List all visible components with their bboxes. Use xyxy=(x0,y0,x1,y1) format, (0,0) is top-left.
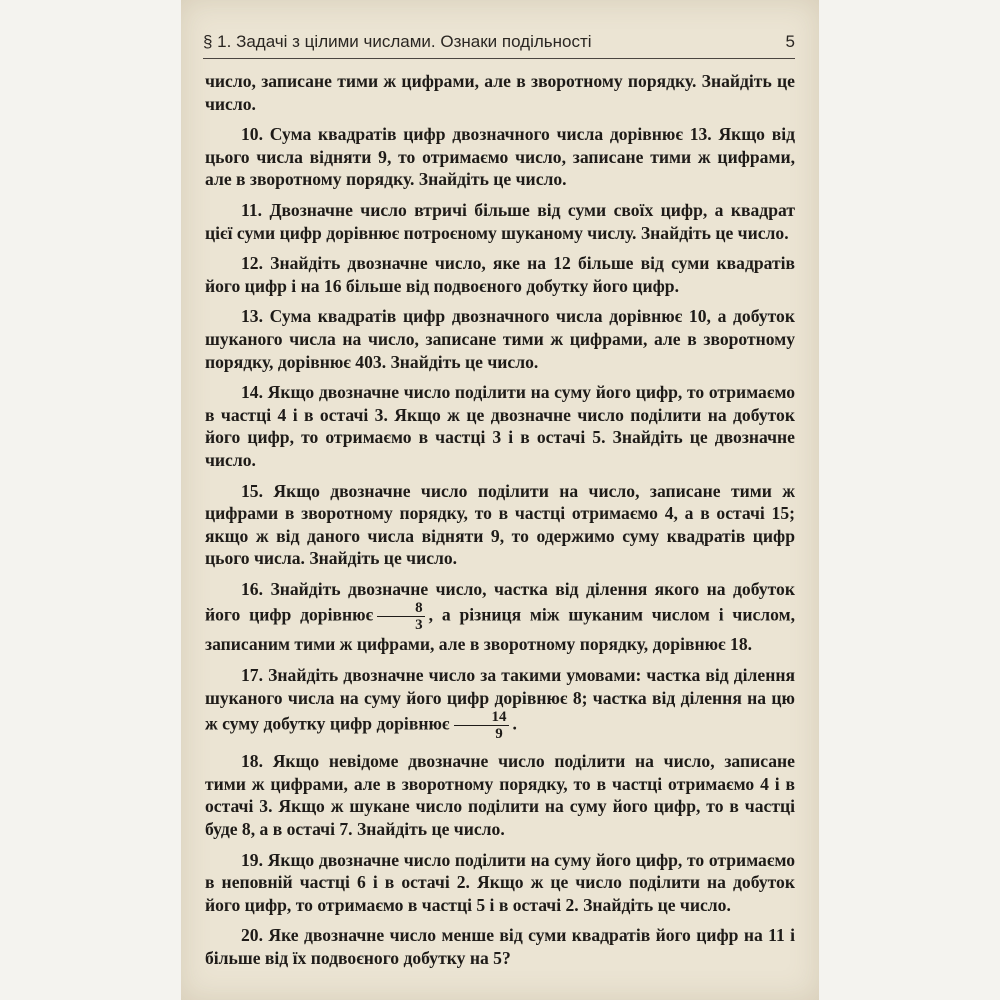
problem-number: 17. xyxy=(241,665,263,686)
problem-number: 11. xyxy=(241,199,263,220)
problem-16 xyxy=(205,578,795,656)
section-title: § 1. Задачі з цілими числами. Ознаки подільності xyxy=(203,32,592,51)
problem-number: 19. xyxy=(241,849,263,870)
problem-15 xyxy=(205,480,795,570)
page-header xyxy=(203,30,795,59)
problem-11 xyxy=(205,199,795,244)
problem-number: 14. xyxy=(241,382,263,403)
continuation-paragraph: число, записане тими ж цифрами, але в зворотному порядку. Знайдіть це число. xyxy=(205,71,795,114)
problem-text: Знайдіть двозначне число, яке на 12 більше від суми квадратів його цифр і на 16 більше від подвоєного добутку його цифр. xyxy=(205,253,795,296)
fraction-numerator: 8 xyxy=(415,600,423,617)
book-page xyxy=(181,0,819,1000)
fraction xyxy=(377,600,425,633)
problem-text: Сума квадратів цифр двозначного числа дорівнює 10, а добуток шуканого числа на число, записане тими ж цифрами, але в зворотному порядку, дорівнює 403. Знайдіть це число. xyxy=(205,306,795,372)
problem-text: Якщо двозначне число поділити на суму його цифр, то отримаємо в частці 4 і в остачі 3. Якщо ж це двозначне число поділити на добуток його цифр, то отримаємо в частці 3 і в остачі 5. Знайдіть це двозначне число. xyxy=(205,382,795,470)
problem-text: Яке двозначне число менше від суми квадратів його цифр на 11 і більше від їх подвоєного добутку на 5? xyxy=(205,925,795,968)
problem-text: Якщо двозначне число поділити на суму його цифр, то отримаємо в неповній частці 6 і в остачі 2. Якщо ж це число поділити на добуток його цифр, то отримаємо в частці 5 і в остачі 2. Знайдіть це число. xyxy=(205,849,795,915)
problem-13 xyxy=(205,305,795,373)
problem-text: Двозначне число втричі більше від суми своїх цифр, а квадрат цієї суми цифр дорівнює потроєному шуканому числу. Знайдіть це число. xyxy=(205,199,795,243)
problem-number: 16. xyxy=(241,578,263,599)
problem-text: Знайдіть двозначне число, частка від ділення якого на добуток його цифр дорівнює xyxy=(205,578,795,626)
problem-number: 12. xyxy=(241,253,263,274)
problem-text: Якщо невідоме двозначне число поділити на число, записане тими ж цифрами, але в зворотному порядку, то в частці отримаємо 4 і в остачі 3. Якщо ж шукане число поділити на суму його цифр, то в частці буде 8, а в остачі 7. Знайдіть це число. xyxy=(205,751,795,840)
problem-number: 13. xyxy=(241,306,263,327)
problem-14 xyxy=(205,381,795,471)
fraction-numerator: 14 xyxy=(491,709,507,726)
page-body xyxy=(205,70,795,978)
problem-12 xyxy=(205,252,795,297)
fraction-denominator: 3 xyxy=(377,616,425,633)
problem-number: 10. xyxy=(241,124,263,145)
problem-text-continued: . xyxy=(512,713,517,734)
page-number: 5 xyxy=(785,32,795,51)
fraction xyxy=(454,709,509,742)
problem-10 xyxy=(205,123,795,191)
problem-19 xyxy=(205,849,795,917)
fraction-denominator: 9 xyxy=(454,725,509,742)
problem-number: 20. xyxy=(241,925,263,946)
problem-text-continued: , а різниця між шуканим числом і числом, записаним тими ж цифрами, але в зворотному порядку, дорівнює 18. xyxy=(205,605,795,655)
problem-text: Знайдіть двозначне число за такими умовами: частка від ділення шуканого числа на суму його цифр дорівнює 8; частка від ділення на цю ж суму добутку цифр дорівнює xyxy=(205,665,795,734)
problem-number: 15. xyxy=(241,480,263,501)
problem-17 xyxy=(205,664,795,742)
problem-text: Якщо двозначне число поділити на число, записане тими ж цифрами в зворотному порядку, то в частці отримаємо 4, а в остачі 15; якщо ж від даного числа відняти 9, то одержимо суму квадратів цифр цього числа. Знайдіть це число. xyxy=(205,480,795,569)
problem-text: Сума квадратів цифр двозначного числа дорівнює 13. Якщо від цього числа відняти 9, то отримаємо число, записане тими ж цифрами, але в зворотному порядку. Знайдіть це число. xyxy=(205,124,795,190)
problem-number: 18. xyxy=(241,751,263,772)
problem-18 xyxy=(205,750,795,840)
problem-20 xyxy=(205,924,795,969)
